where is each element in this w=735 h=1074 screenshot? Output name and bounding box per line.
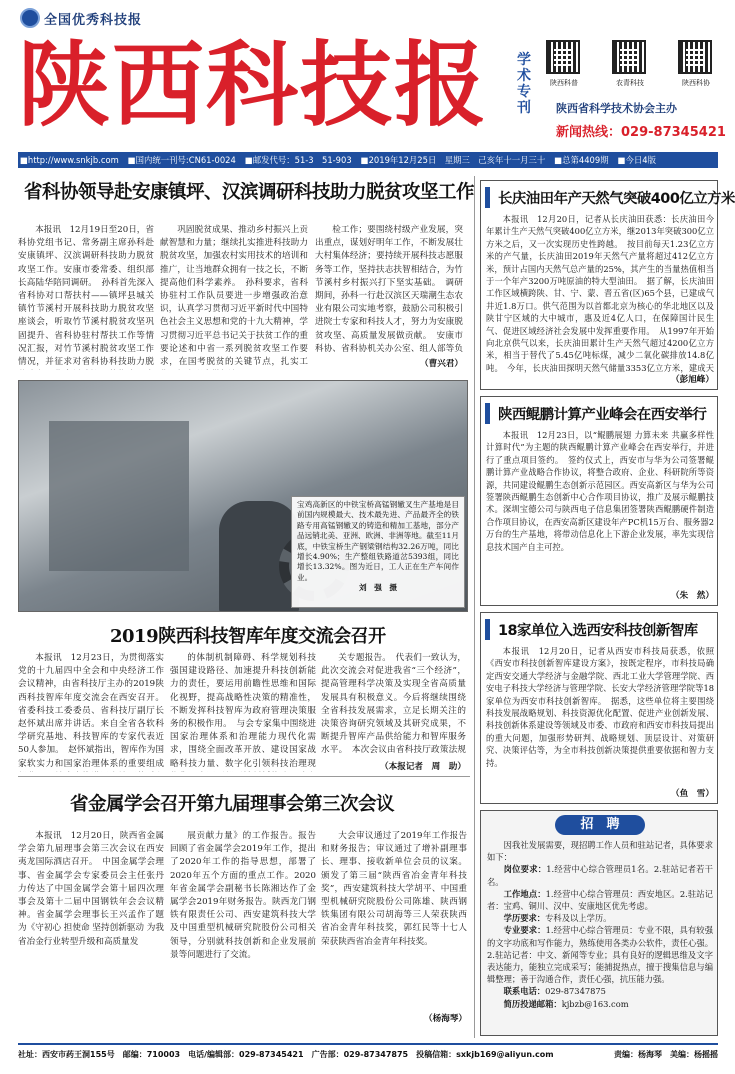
photo-caption: 宝鸡高新区的中铁宝桥高锰钢辙叉生产基地是目前国内规模最大、技术最先进、产品最齐全的铁路专用高锰钢辙叉的铸造和精加工基地，部分产品远销北美、亚洲、欧洲、非洲等地。截至11月底，中铁宝桥生产钢梁钢结构32.26万吨，同比增长4.90%；生产整组铁路道岔5393组，同比增长13.32%。图为近日，工人正在生产车间作业。 <box>297 500 459 582</box>
recruitment-line: 工作地点：1.经营中心综合管理员：西安地区。2.驻站记者：宝鸡、铜川、汉中、安康地区优先考虑。 <box>487 888 713 912</box>
news-photo <box>18 380 468 612</box>
article3-col1: 本报讯 12月20日，陕西省金属学会第九届理事会第三次会议在西安夷龙国际酒店召开。 中国金属学会理事、省金属学会专家委员会主任张丹力传达了中国金属学会第十届四次理事会及第十二届中国钢铁年会会议精神。省金属学会理事长王兴孟作了题为《守初心 担使命 坚持创新驱动 为我省冶金行业转型升级和高质量发 <box>18 831 164 947</box>
footer-address: 社址：西安市药王洞155号 邮编：710003 电话/编辑部：029-87345421 广告部：029-87347875 投稿信箱：sxkjb169@aliyun.com <box>18 1050 554 1059</box>
recruitment-body <box>487 839 713 1033</box>
qr-label: 陕西科普 <box>550 79 578 87</box>
article1-col2: 巩固脱贫成果、推动乡村振兴上贡献智慧和力量；继续扎实推进科技助力脱贫攻坚，加强农村实用技术的培训和推广，让当地群众拥有一技之长，不断提高他们科学素养。 孙科要求，省科协驻村工作队员要进一步增强政治意识，认真学习贯彻习近平新时代中国特色社会主义思想和党的十九大精神，学习贯彻习近平总书记关于扶贫工作的重要论述和中省一系列脱贫攻坚工作要求，在国考脱贫的关键节点，扎实工 <box>160 225 308 368</box>
article3-title: 省金属学会召开第九届理事会第三次会议 <box>70 794 395 815</box>
hotline <box>556 121 726 140</box>
right-article2-text: 本报讯 12月23日，以“鲲鹏展翅 力算未来 共赢多样性计算时代”为主题的陕西鲲鹏计算产业峰会在西安举行，并进行了重点项目签约。 签约仪式上，西安市与华为公司签署鲲鹏计算产业战略合作协议，将整合政府、企业、科研院所等资源，共同建设鲲鹏生态创新示范园区。西安高新区与华为公司签署陕西鲲鹏生态创新中心合作项目协议，推广及展示鲲鹏技术。深圳宝德公司与陕西电子信息集团签署陕西鲲鹏硬件制造合作项目协议，在西安高新区建设年产PC机15万台、服务器2万台的生产基地，将带动信息化上下游企业发展，率先实现信息技术国产自主可控。 <box>486 430 714 552</box>
issue-number: ■总第4409期 <box>554 155 609 165</box>
hotline-label: 新闻热线： <box>556 125 622 140</box>
recruitment-line: 岗位要求：1.经营中心综合管理员1名。2.驻站记者若干名。 <box>487 864 713 887</box>
issue-date: ■2019年12月25日 星期三 己亥年十一月三十 <box>360 155 546 165</box>
qr-group <box>542 40 732 92</box>
info-bar <box>18 152 718 168</box>
post-code: ■邮发代号：51-3 51-903 <box>244 155 352 165</box>
sponsor: 陕西省科学技术协会主办 <box>556 102 677 115</box>
recruitment-phone: 联系电话：029-87347875 <box>503 986 606 997</box>
article2-title: 2019陕西科技智库年度交流会召开 <box>110 626 386 647</box>
footer-editors: 责编：杨海琴 美编：杨摇摇 <box>614 1050 718 1059</box>
qr-code-icon <box>612 40 646 74</box>
photo-author: 刘 强 摄 <box>359 583 397 593</box>
qr-label: 陕西科协 <box>682 79 710 87</box>
right-article3 <box>480 612 718 804</box>
masthead <box>0 0 735 150</box>
site-url[interactable]: ■http://www.snkjb.com <box>20 155 119 165</box>
right-article2-title: 陕西鲲鹏计算产业峰会在西安举行 <box>485 403 706 424</box>
qr-code-icon <box>546 40 580 74</box>
photo-caption-box <box>291 496 465 608</box>
article2-col2: 的体制机制障碍、科学规划科技强国建设路径、加速提升科技创新能力的责任，要运用前瞻性思维和国际化视野，提高战略性决策的精准性，不断发挥科技智库为政府管理决策服务的积极作用。 与会专家集中围绕进国家治理体系和治理能力现代化需求，围绕全面改革开放、建设国家战略科技力量、数字化引领科技治理现 <box>170 653 316 769</box>
article1-col3: 检工作；要围绕村级产业发展，突出重点，谋划好明年工作，不断发展壮大村集体经济；要持续开展科技志愿服务等工作，坚持扶志扶智相结合，为竹节溪村乡村振兴打下坚实基础。 调研期间，孙科一行赴汉滨区天瑞潮生态农业有限公司实地考察，鼓励公司积极引进院士专家和科技人才，努力为安康脱贫攻坚、高质量发展做贡献。 安康市科协、省科协机关办公室、组人部等负 <box>315 225 463 354</box>
right-article2 <box>480 396 718 606</box>
right-article3-title: 18家单位入选西安科技创新智库 <box>485 619 698 640</box>
right-article2-byline: （朱 然） <box>671 591 714 601</box>
right-article1-text: 本报讯 12月20日，记者从长庆油田获悉：长庆油田今年累计生产天然气突破400亿立方米，继2013年突破300亿立方米之后，又一次实现历史性跨越。 按目前每天1.23亿立方米的产气量，长庆油田2019年天然气产量将超过412亿立方米，预计占国内天然气总产量的25%，其产生的当量热值相当于一个年产3200万吨原油的特大型油田。 据了解，长庆油田工作区域横跨陕、甘、宁、蒙、晋五省(区)65个县，已建成气井近1.8万口。供气范围为以首都北京为核心的华北地区以及陕甘宁区域的大中城市，惠及近4亿人口，在保障国计民生气、促进区域经济社会发展中发挥重要作用。 从1997年开始向北京供气以来，长庆油田累计生产天然气超过4200亿立方米，相当于替代了5.45亿吨标煤，减少二氧化碳排放14.8亿吨。 今年，长庆油田探明天然气储量3353亿立方米，建成天 <box>486 214 714 373</box>
machinery-icon <box>49 421 189 571</box>
hotline-number: 029-87345421 <box>621 125 726 140</box>
right-article3-byline: （鱼 雪） <box>671 789 714 799</box>
article3-col3: 大会审议通过了2019年工作报告和财务报告；审议通过了增补副理事长、理事、接收新单位会员的议案。颁发了第三届“陕西省冶金青年科技奖”，西安建筑科技大学胡平、中国重型机械研究院股份公司陈雄、陕西钢铁集团有限公司胡海等三人荣获陕西省冶金青年科技奖，郭红民等十七人荣获陕西省冶金青年科技奖。 <box>321 831 467 947</box>
recruitment-box <box>480 810 718 1036</box>
qr-code-icon <box>678 40 712 74</box>
page-count: ■今日4版 <box>617 155 656 165</box>
article3-col2: 展贡献力量》的工作报告。报告回顾了省金属学会2019年工作，提出了2020年工作的指导思想，部署了2020年五个方面的重点工作。2020年省金属学会副秘书长陈湘达作了金属学会2019年财务报告。陕西龙门钢铁有限责任公司、西安建筑科技大学及中国重型机械研究院股份公司相关领导，分别就科技创新和企业发展前景等问题进行了交流。 <box>170 831 316 960</box>
recruitment-title: 招 聘 <box>555 815 645 835</box>
article2-byline: （本报记者 周 助） <box>380 762 466 772</box>
masthead-title: 陕西科技报 <box>18 31 489 139</box>
right-article1-title: 长庆油田年产天然气突破400亿立方米 <box>485 187 735 208</box>
footer-rule <box>18 1043 718 1045</box>
article2-col1: 本报讯 12月23日，为贯彻落实党的十九届四中全会和中央经济工作会议精神，由省科技厅主办的2019陕西科技智库年度交流会在西安召开。省委科技工委委员、省科技厅副厅长赵怀斌出席并讲话。来自全省各软科学研究基地、科技智库的专家代表近50人参加。 赵怀斌指出，智库作为国家软实力和国家治理体系的重要组成 <box>18 653 164 769</box>
recruitment-intro: 因我社发展需要，现招聘工作人员和驻站记者，具体要求如下： <box>487 840 713 863</box>
right-article3-text: 本报讯 12月20日，记者从西安市科技局获悉，依照《西安市科技创新智库建设方案》，按既定程序，市科技局确定西安交通大学经济与金融学院、西北工业大学管理学院、西安电子科技大学经济与管理学院、长安大学经济管理学院等18家单位为西安市科技创新智库。 据悉，这些单位将主要围绕科技发展战略规划、科技资源优化配置、促进产业创新发展、科技创新体系建设等领域及市委、市政府和西安市科技局提出的重大问题，加强形势研判、战略规划、顶层设计、对策研究、决策评估等，为全市科技创新决策提供重要依据和智力支持。 <box>486 646 714 768</box>
cn-number: ■国内统一刊号:CN61-0024 <box>127 155 236 165</box>
right-column-divider <box>474 176 475 1038</box>
article2-col3: 关专题报告。 代表们一致认为，此次交流会对促进我省“三个经济”，提高管理科学决策及实现全省高质量发展具有积极意义。今后将继续围绕全省科技发展需求，立足长期关注的决策咨询研究领域及其研究成果，不断提升智库产品供给能力和智库服务水平。 本次会议由省科技厅政策法规 <box>321 653 466 756</box>
right-article1-byline: （彭旭峰） <box>671 375 714 385</box>
logo-icon <box>20 8 40 28</box>
article3-byline: （杨海琴） <box>424 1014 467 1024</box>
recruitment-line: 学历要求：专科及以上学历。 <box>503 913 612 924</box>
article1-title: 省科协领导赴安康镇坪、汉滨调研科技助力脱贫攻坚工作 <box>24 182 475 203</box>
right-article1 <box>480 180 735 390</box>
article1-col1: 本报讯 12月19日至20日，省科协党组书记、常务副主席孙科赴安康镇坪、汉滨调研科技助力脱贫攻坚工作。安康市委常委、组织部长高陆华陪同调研。 孙科首先深入省科协对口帮扶村——镇坪县城关镇竹节溪村开展科技助力脱贫攻坚座谈会，听取竹节溪村脱贫攻坚巩固提升、省科协驻村帮扶工作等情况汇报，对竹节溪村脱贫攻坚工作情况，并征求对省科协科技助力脱 <box>18 225 154 368</box>
tagline: 全国优秀科技报 <box>44 13 143 28</box>
qr-label: 农青科技 <box>616 79 644 87</box>
section-divider <box>18 776 470 777</box>
recruitment-email[interactable]: 简历投递邮箱：kjbzb@163.com <box>503 998 629 1009</box>
article1-byline: （曹兴君） <box>420 359 463 369</box>
edition-label: 学术专刊 <box>517 52 531 116</box>
recruitment-line: 专业要求：1.经营中心综合管理员：专业不限，具有较强的文字功底和写作能力，熟练使用各类办公软件，责任心强。2.驻站记者：中文、新闻等专业；具有良好的逻辑思维及文字表达能力，能独立完成采写；能捕捉热点，擅于搜集信息与编辑整理；善于沟通合作，责任心强，抗压能力强。 <box>487 925 713 985</box>
